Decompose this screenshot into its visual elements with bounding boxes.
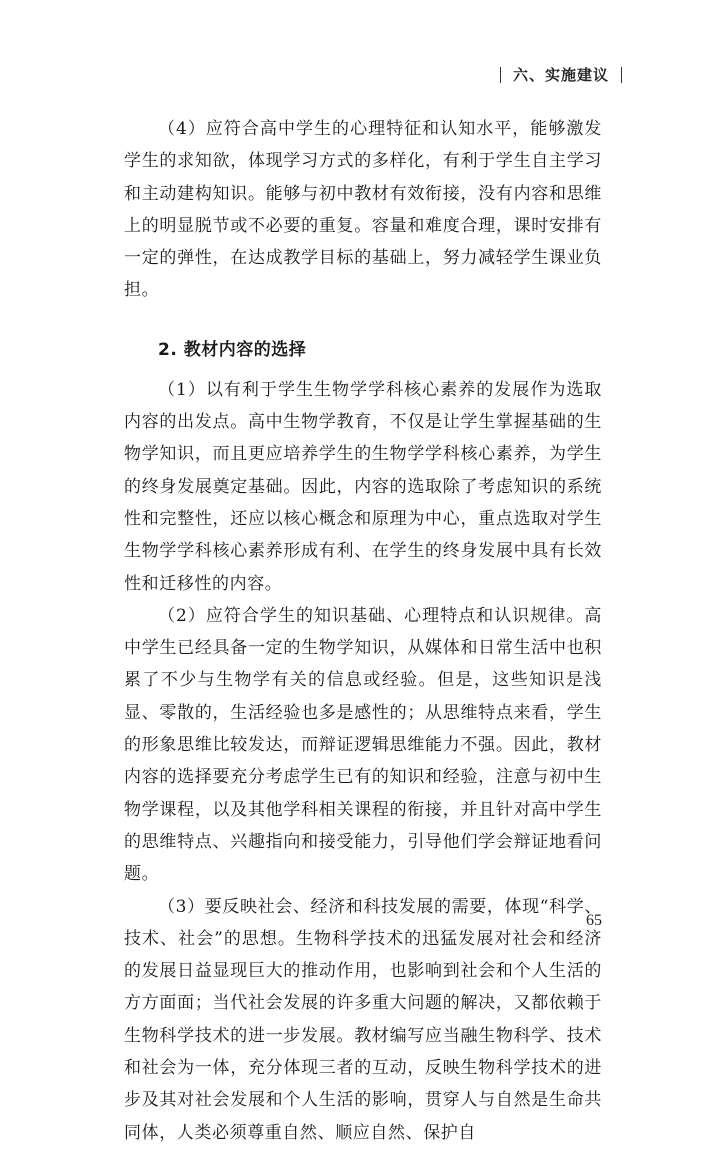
header-right-rule — [621, 67, 622, 83]
section-heading: 2. 教材内容的选择 — [158, 339, 307, 360]
paragraph-2: （2）应符合学生的知识基础、心理特点和认识规律。高中学生已经具备一定的生物学知识，从媒体和日常生活中也积累了不少与生物学有关的信息或经验。但是，这些知识是浅显、零散的，生活经验也多是感性的；从思维特点来看，学生的形象思维比较发达，而辩证逻辑思维能力不强。因此，教材内容的选择要充分考虑学生已有的知识和经验，注意与初中生物学课程，以及其他学科相关课程的衔接，并且针对高中学生的思维特点、兴趣指向和接受能力，引导他们学会辩证地看问题。 — [124, 605, 602, 885]
header-section-title: 六、实施建议 — [512, 66, 609, 84]
header-left-rule — [500, 67, 501, 83]
paragraph-3: （3）要反映社会、经济和科技发展的需要，体现“科学、技术、社会”的思想。生物科学技术的迅猛发展对社会和经济的发展日益显现巨大的推动作用，也影响到社会和个人生活的方方面面；当代社会发展的许多重大问题的解决，又都依赖于生物科学技术的进一步发展。教材编写应当融生物科学、技术和社会为一体，充分体现三者的互动，反映生物科学技术的进步及其对社会发展和个人生活的影响，贯穿人与自然是生命共同体，人类必须尊重自然、顺应自然、保护自 — [124, 896, 602, 1143]
page-number: 65 — [586, 912, 602, 929]
paragraph-1: （1）以有利于学生生物学学科核心素养的发展作为选取内容的出发点。高中生物学教育，不仅是让学生掌握基础的生物学知识，而且更应培养学生的生物学学科核心素养，为学生的终身发展奠定基础。因此，内容的选取除了考虑知识的系统性和完整性，还应以核心概念和原理为中心，重点选取对学生生物学学科核心素养形成有利、在学生的终身发展中具有长效性和迁移性的内容。 — [124, 379, 602, 594]
paragraph-4: （4）应符合高中学生的心理特征和认知水平，能够激发学生的求知欲，体现学习方式的多样化，有利于学生自主学习和主动建构知识。能够与初中教材有效衔接，没有内容和思维上的明显脱节或不必要的重复。容量和难度合理，课时安排有一定的弹性，在达成教学目标的基础上，努力减轻学生课业负担。 — [124, 119, 602, 301]
running-header — [500, 64, 622, 85]
page-body — [124, 113, 602, 1149]
